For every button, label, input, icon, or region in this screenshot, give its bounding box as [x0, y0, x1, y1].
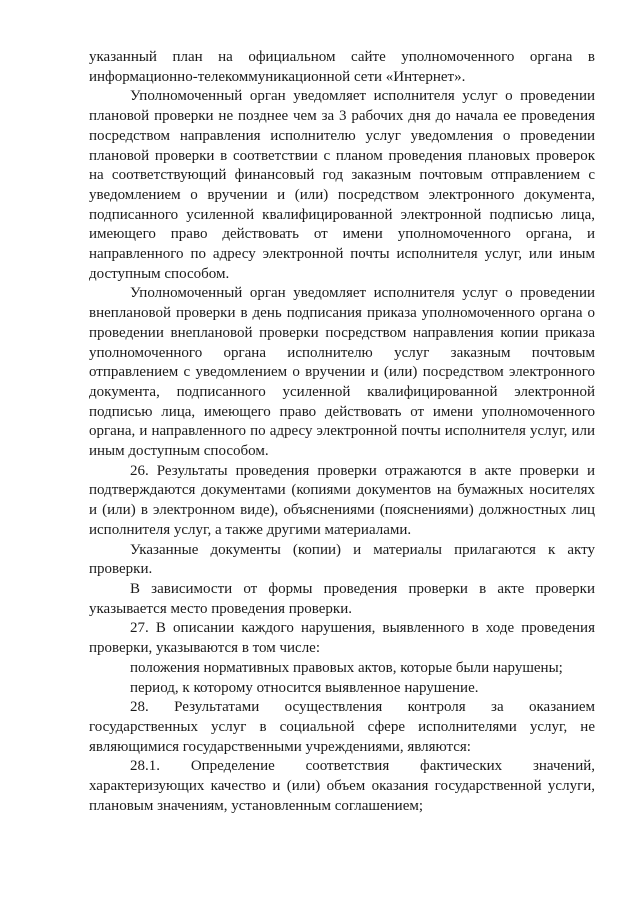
- list-item-violation-period: период, к которому относится выявленное нарушение.: [130, 679, 479, 696]
- paragraph-plan-publication: указанный план на официальном сайте уполномоченного органа в информационно-телекоммуникационной сети «Интернет».: [89, 49, 595, 85]
- paragraph-item-28-1: 28.1. Определение соответствия фактических значений, характеризующих качество и (или) объем оказания государственной услуги, плановым значениям, установленным соглашением;: [89, 758, 595, 814]
- paragraph-item-26: 26. Результаты проведения проверки отражаются в акте проверки и подтверждаются документами (копиями документов на бумажных носителях и (или) в электронном виде), объяснениями (пояснениями) должностных лиц исполнителя услуг, а также другими материалами.: [89, 462, 595, 538]
- paragraph-item-28: 28. Результатами осуществления контроля за оказанием государственных услуг в социальной сфере исполнителями услуг, не являющимися государственными учреждениями, являются:: [89, 699, 595, 755]
- paragraph-planned-inspection-notice: Уполномоченный орган уведомляет исполнителя услуг о проведении плановой проверки не позднее чем за 3 рабочих дня до начала ее проведения посредством направления исполнителю услуг уведомления о проведении плановой проверки в соответствии с планом проведения плановых проверок на соответствующий финансовый год заказным почтовым отправлением с уведомлением о вручении и (или) посредством электронного документа, подписанного усиленной квалифицированной электронной подписью лица, имеющего право действовать от имени уполномоченного органа, и направленного по адресу электронной почты исполнителя услуг, или иным доступным способом.: [89, 88, 595, 282]
- list-item-violated-provisions: положения нормативных правовых актов, которые были нарушены;: [130, 659, 563, 676]
- paragraph-item-27: 27. В описании каждого нарушения, выявленного в ходе проведения проверки, указываются в том числе:: [89, 620, 595, 657]
- document-body: [89, 48, 595, 816]
- paragraph-attached-documents: Указанные документы (копии) и материалы прилагаются к акту проверки.: [89, 541, 595, 578]
- paragraph-inspection-place: В зависимости от формы проведения проверки в акте проверки указывается место проведения проверки.: [89, 580, 595, 617]
- paragraph-unplanned-inspection-notice: Уполномоченный орган уведомляет исполнителя услуг о проведении внеплановой проверки в день подписания приказа уполномоченного органа о проведении внеплановой проверки посредством направления копии приказа уполномоченного органа исполнителю услуг заказным почтовым отправлением с уведомлением о вручении и (или) посредством электронного документа, подписанного усиленной квалифицированной электронной подписью лица, имеющего право действовать от имени уполномоченного органа, и направленного по адресу электронной почты исполнителя услуг, или иным доступным способом.: [89, 285, 595, 460]
